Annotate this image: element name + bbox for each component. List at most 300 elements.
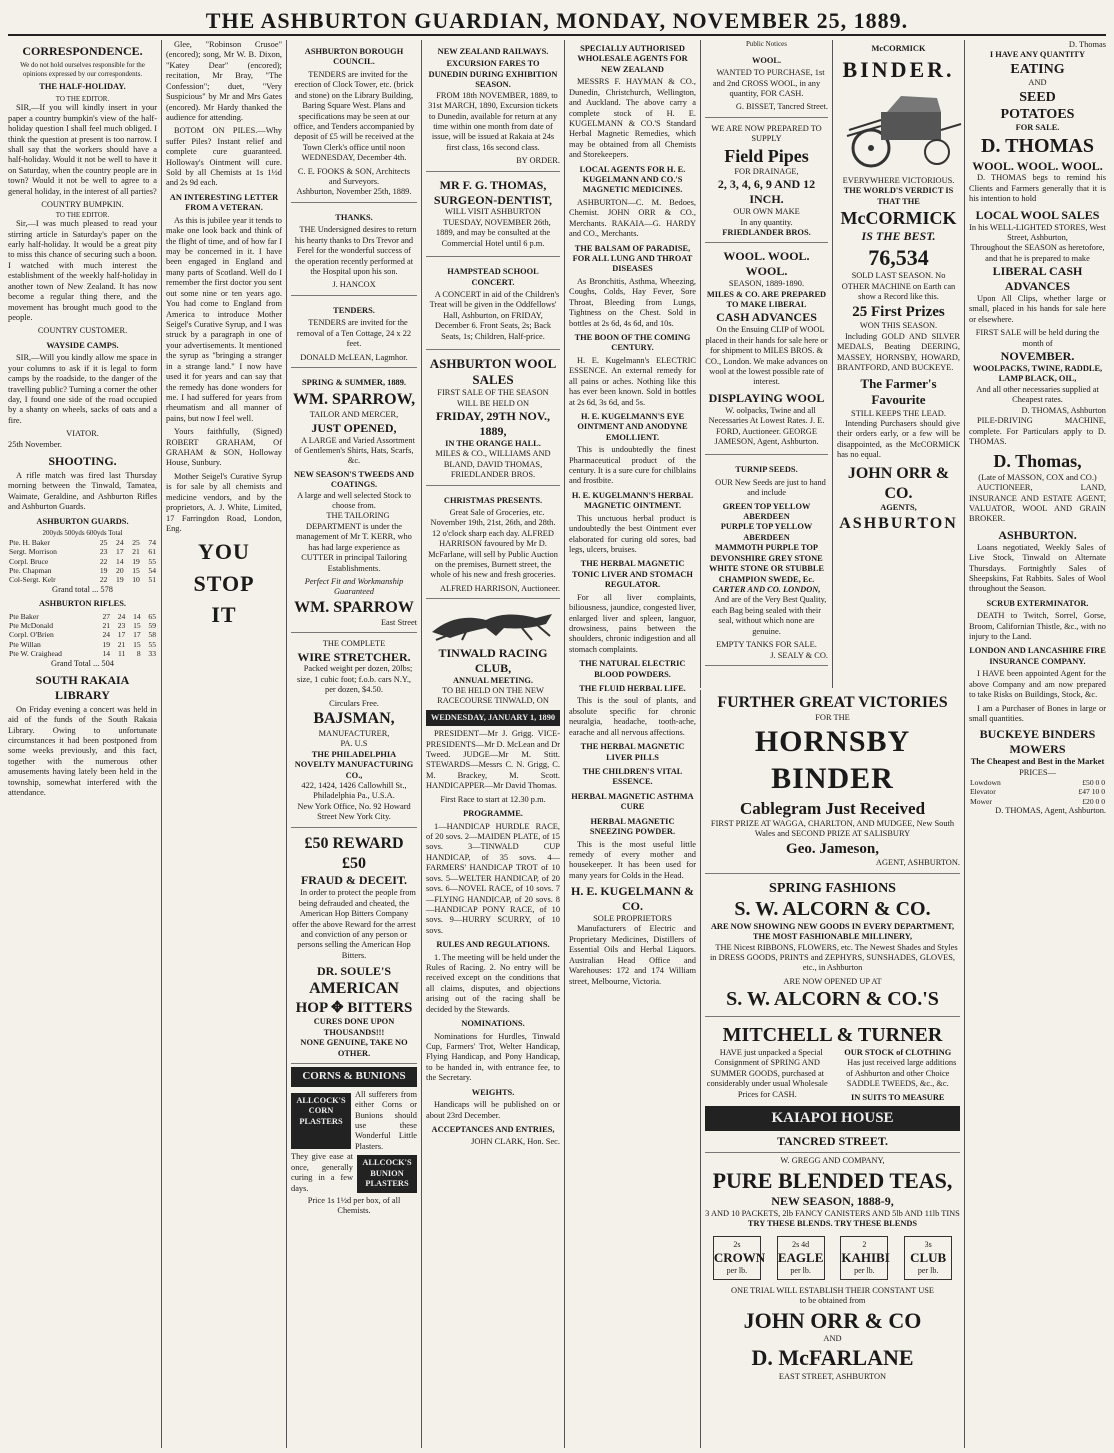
row-value: 8 [136, 649, 141, 659]
american-line: AMERICAN [309, 980, 399, 998]
tea-blend-top: 2s [733, 1239, 741, 1249]
row-label: Pte Baker [9, 611, 39, 621]
ashburton-line: ASHBURTON [839, 514, 958, 532]
seigel-notice: Mother Seigel's Curative Syrup is for sale by all chemists and medicine vendors, and by the proprietors, A. J. White, Limited, 17 Farringdon Road, London, Eng. [166, 471, 282, 533]
signature: Yours faithfully, (Signed) ROBERT GRAHAM, Of GRAHAM & SON, Holloway House, Sunbury. [166, 427, 282, 468]
score-row [8, 566, 157, 575]
empty-tanks: EMPTY TANKS FOR SALE. [716, 640, 817, 650]
try-line: TRY THESE BLENDS. TRY THESE BLENDS [747, 1219, 918, 1229]
dentist-name: MR F. G. THOMAS, [439, 177, 547, 192]
agents-line: AGENTS, [880, 503, 917, 513]
sparrow-name: WM. SPARROW, [292, 391, 416, 409]
liberal-heading: LIBERAL CASH ADVANCES [992, 264, 1083, 294]
visit-text: TUESDAY, NOVEMBER 26th, 1889, and may be consulted at the Commercial Hotel until 6 p.m. [435, 217, 551, 248]
life-heading: THE FLUID HERBAL LIFE. [579, 684, 686, 694]
row-value: 24 [102, 630, 111, 640]
sparrow-ad [291, 371, 417, 633]
cablegram-heading: Cablegram Just Received [739, 798, 926, 818]
score-table-guards [8, 538, 157, 585]
opened-line: ARE NOW OPENED UP AT [783, 976, 882, 986]
orr-footer: JOHN ORR & CO [743, 1307, 922, 1333]
circulars-line: Circulars Free. [329, 698, 379, 708]
mitchell-heading: MITCHELL & TURNER [722, 1024, 943, 1047]
wayside-heading: WAYSIDE CAMPS. [46, 340, 119, 350]
price-line: Price 1s 1½d per box, of all Chemists. [307, 1195, 401, 1216]
seed-item: DEVONSHIRE GREY STONE [710, 553, 823, 563]
turnip-ad [705, 458, 828, 666]
row-value: 23 [99, 547, 108, 557]
seed-item: PURPLE TOP YELLOW ABERDEEN [720, 522, 813, 542]
alcorn-ad [705, 877, 960, 1017]
manufacturers-text: Manufacturers of Electric and Proprietary Medicines, Distillers of Essential Oils and Herbal Liquors. Australian Head Office and Warehouses: 172 and 174 William street, Melbourne, Victoria. [569, 924, 696, 986]
letter-text: Sir,—I was much pleased to read your stirring article in Saturday's paper on the early half-holiday. It would be a great pity to miss this chance of securing such a boon. I watched with much interest the establishment of the weekly half-holiday in another town of New Zealand. It has now become a regular thing there, and the movement has brought much good to the people. [8, 219, 157, 322]
rules-heading: RULES AND REGULATIONS. [436, 940, 550, 950]
eye-heading: H. E. KUGELMANN'S EYE OINTMENT AND ANODYNE EMOLLIENT. [577, 411, 688, 442]
wool-sales-heading: ASHBURTON WOOL SALES [429, 356, 557, 388]
tea-blend-top: 3s [924, 1239, 932, 1249]
kugelmann-name: H. E. KUGELMANN & CO. [571, 884, 694, 914]
thanks-text: THE Undersigned desires to return his hearty thanks to Drs Trevor and Ferel for the wonderful success of the operation recently performed at the Hospital upon his son. [294, 225, 417, 277]
displaying-heading: DISPLAYING WOOL [708, 390, 825, 405]
wire-ad [291, 636, 417, 828]
rifles-heading: ASHBURTON RIFLES. [38, 599, 127, 609]
complete-line: THE COMPLETE [322, 639, 386, 649]
cash-heading: CASH ADVANCES [716, 310, 817, 325]
sparrow-name: WM. SPARROW [294, 598, 414, 616]
tenders-sign: DONALD McLEAN, Lagmhor. [300, 352, 408, 362]
cheapest-line: The Cheapest and Best in the Market [970, 757, 1105, 767]
grand-total: Grand total ... 578 [52, 584, 113, 594]
pipes-ad [705, 121, 828, 244]
christmas-heading: CHRISTMAS PRESENTS. [443, 495, 543, 505]
row-value: 15 [133, 621, 141, 630]
row-value: £20 0 0 [1082, 796, 1105, 806]
score-row [8, 557, 157, 566]
relief-text: All sufferers from either Corns or Bunions should use these Wonderful Little Plasters. [355, 1089, 417, 1151]
letter-heading: AN INTERESTING LETTER FROM A VETERAN. [169, 192, 279, 213]
row-value: 14 [116, 556, 124, 566]
alcorn-heading-2: S. W. ALCORN & CO.'S [726, 988, 939, 1011]
row-value: 19 [116, 575, 124, 585]
scrub-heading: SCRUB EXTERMINATOR. [986, 598, 1089, 608]
liver-heading: THE HERBAL MAGNETIC LIVER PILLS [580, 742, 685, 762]
showing-line: ARE NOW SHOWING NEW GOODS IN EVERY DEPARTMENT, [710, 921, 955, 931]
row-value: 20 [116, 565, 124, 575]
officials-text: PRESIDENT—Mr J. Grigg. VICE-PRESIDENTS—Mr D. McLean and Dr Tweed. JUDGE—Mr M. Stitt. STEWARDS—Messrs C. N. Grigg, C. M. Brackey, M. Scott. HANDICAPPER—Mr David Thomas. [426, 729, 560, 791]
row-value: 17 [116, 547, 124, 557]
veteran-letter: As this is jubilee year it tends to make one look back and think of the flight of time, and of how far I may be concerned in it. I have been engaged in England and many parts of Scotland. Well do I remember the first doctor you sent out some nine or ten years ago. You had come to England from America to introduce Mother Seigel's Curative Syrup, and I was struck by a paragraph in one of your advertisements. It mentioned the syrup as "bringing a stranger in a strange land." I now have used it for years and can say that the remedy has done wonders for me. I had suffered for years from rheumatism and all manner of pains, but now I feel well. [166, 215, 282, 423]
row-label: Pte. H. Baker [9, 537, 50, 547]
row-label: Col-Sergt. Kelr [9, 575, 56, 585]
electric-text: H. E. Kugelmann's ELECTRIC ESSENCE. An external remedy for all pains or aches. Nothing like this has ever been known. Sold in bottles at 2s 6d, 3s 6d, and 5s. [569, 355, 696, 407]
best-line: IS THE BEST. [861, 229, 936, 244]
row-value: 19 [102, 639, 111, 649]
balsam-heading: THE BALSAM OF PARADISE, FOR ALL LUNG AND THROAT DISEASES [572, 243, 693, 274]
company-line: THE PHILADELPHIA NOVELTY MANUFACTURING CO., [294, 749, 414, 780]
and-line: AND [1028, 78, 1047, 88]
tender-text: TENDERS are invited for the erection of Clock Tower, etc. (brick and stone) on the Library Building, Baring Square West. Plans and specifications may be seen at our office, and Tenders accompanied by deposit of £5 will be received at the Town Clerk's office until noon WEDNESDAY, December 4th. [293, 69, 415, 163]
mowers-heading: MOWERS [1009, 742, 1066, 757]
sold-text: SOLD LAST SEASON. No OTHER MACHINE on Earth can show a Record like this. [841, 271, 956, 302]
held-line: TO BE HELD ON THE NEW RACECOURSE TINWALD, ON [437, 685, 549, 706]
row-value: 15 [132, 565, 140, 575]
drainage-line: FOR DRAINAGE, [734, 166, 799, 176]
ny-office: New York Office, No. 92 Howard Street New York City. [297, 801, 411, 822]
hop-bitters-line: HOP ✥ BITTERS [295, 999, 413, 1016]
tender-sign: C. E. FOOKS & SON, Architects and Surveyors. [297, 166, 411, 187]
row-value: £50 0 0 [1082, 778, 1105, 788]
wool-heading: WOOL. [751, 55, 782, 65]
stop-ad-heading: STOP [193, 570, 255, 596]
new-season-line: NEW SEASON, 1888-9, [771, 1194, 894, 1209]
row-value: 19 [132, 556, 140, 566]
wanted-text: WANTED TO PURCHASE, 1st and 2nd CROSS WOOL, in any quantity, FOR CASH. [712, 68, 825, 98]
woolpacks-text: W. oolpacks, Twine and all Necessaries At Lowest Rates. J. E. FORD, Auctioneer. GEORGE JAMESON, Agent, Ashburton. [708, 405, 825, 446]
jameson-name: Geo. Jameson, [786, 840, 879, 857]
fraud-text: In order to protect the people from being defrauded and cheated, the American Hop Bitters Company offer the above Reward for the arrest and conviction of any person or persons selling the American Hop Bitters. [292, 888, 416, 960]
packets-line: 3 AND 10 PACKETS, 2lb FANCY CANISTERS AND 5lb AND 11lb TINS [705, 1208, 960, 1218]
tweeds-line: NEW SEASON'S TWEEDS AND COATINGS. [293, 469, 414, 490]
wool-triple: WOOL. WOOL. WOOL. [723, 249, 810, 279]
tancred-line: TANCRED STREET. [777, 1133, 888, 1148]
christmas-ad [426, 489, 560, 600]
row-value: 11 [118, 649, 126, 659]
row-value: 22 [99, 556, 108, 566]
local-agents-heading: LOCAL AGENTS FOR H. E. KUGELMANN AND CO.'S MAGNETIC MEDICINES. [579, 164, 686, 195]
by-order: BY ORDER. [516, 156, 560, 166]
kaiapoi-heading: KAIAPOI HOUSE [705, 1106, 960, 1131]
score-row [8, 640, 157, 649]
tea-blend-bot: per lb. [726, 1265, 748, 1275]
thanks-sign: J. HANCOX [332, 280, 376, 290]
hop-bitters-ad [291, 831, 417, 1064]
to-editor-label: TO THE EDITOR. [55, 210, 110, 219]
ashburton-line: ASHBURTON. [998, 527, 1077, 542]
begs-text: D. THOMAS begs to remind his Clients and Farmers generally that it is his intention to hold [969, 173, 1106, 204]
nominations-heading: NOMINATIONS. [461, 1019, 525, 1029]
balsam-text: As Bronchitis, Asthma, Wheezing, Coughs, Colds, Hay Fever, Sore Throat, Bleeding from Lungs, Tightness on the Chest. Sold in bottles at 2s 6d, 4s 6d, and 10s. [569, 276, 696, 328]
tailor-line: TAILOR AND MERCER, [309, 410, 399, 420]
visit-line: WILL VISIT ASHBURTON [445, 207, 541, 217]
alcorn-heading: S. W. ALCORN & CO. [734, 897, 931, 920]
thomas-agent: D. THOMAS, Agent, Ashburton. [995, 806, 1106, 816]
still-line: STILL KEEPS THE LEAD. [851, 408, 946, 418]
column-notices [700, 40, 832, 688]
children-heading: THE CHILDREN'S VITAL ESSENCE. [582, 767, 683, 787]
shipment-text: HAVE just unpacked a Special Consignment of SPRING AND SUMMER GOODS, purchased at considerably under usual Wholesale Prices for CASH. [706, 1047, 828, 1099]
carter-line: CARTER AND CO. LONDON, [712, 585, 821, 594]
tea-blend-mid: CLUB [910, 1249, 947, 1265]
disclaimer: We do not hold ourselves responsible for the opinions expressed by our correspondents. [20, 60, 145, 78]
christmas-text: Great Sale of Groceries, etc. November 19th, 21st, 26th, and 28th. 12 o'clock sharp each day. ALFRED HARRISON favoured by Mr D. McFarlane, will sell by Public Auction on the premises, Burnett street, the whole of his new and fresh groceries. [428, 507, 558, 580]
buckeye-heading: BUCKEYE BINDERS [979, 727, 1096, 742]
row-value: 25 [99, 537, 108, 547]
seed-item: GREEN TOP YELLOW ABERDEEN [722, 501, 811, 522]
row-value: 15 [133, 639, 141, 649]
tea-blend-box [713, 1236, 766, 1280]
orr-name: JOHN ORR & CO. [847, 464, 950, 502]
row-value: 24 [117, 611, 126, 621]
wool-wanted-ad [705, 49, 828, 118]
genuine-line: NONE GENUINE, TAKE NO OTHER. [300, 1038, 408, 1058]
programme-heading: PROGRAMME. [463, 809, 523, 819]
row-label: Pte W. Craighead [9, 649, 62, 659]
life-text: This is the soul of plants, and absolute specific for chronic neuralgia, headache, tooth-ache, earache and all nervous affections. [569, 696, 696, 737]
london-heading: LONDON AND LANCASHIRE FIRE INSURANCE COMPANY. [969, 646, 1106, 666]
railways-ad [426, 40, 560, 172]
teas-ad [705, 1156, 960, 1382]
column-thomas [964, 40, 1110, 1448]
orders-text: Intending Purchasers should give their orders early, or a few will be disappointed, as the McCORMICK has no equal. [837, 419, 960, 460]
racing-heading: TINWALD RACING CLUB, [438, 645, 548, 675]
tea-blends [705, 1236, 960, 1280]
letter-date: 25th November. [8, 439, 62, 449]
library-heading: SOUTH RAKAIA LIBRARY [35, 673, 130, 702]
requisites-line: And all other necessaries supplied at Cheapest rates. [976, 384, 1099, 405]
shooting-heading: SHOOTING. [48, 454, 117, 469]
row-value: 21 [132, 547, 140, 557]
row-value: 14 [133, 611, 141, 621]
sneezing-heading: HERBAL MAGNETIC SNEEZING POWDER. [589, 816, 676, 837]
perfect-line: Perfect Fit and Workmanship Guaranteed [304, 577, 404, 597]
opened-line: JUST OPENED, [311, 420, 397, 435]
potatoes-line: POTATOES [1000, 106, 1075, 122]
friedlander-sign: FRIEDLANDER BROS. [722, 227, 811, 237]
electric-heading: THE BOON OF THE COMING CENTURY. [574, 332, 691, 353]
nominations-text: Nominations for Hurdles, Tinwald Cup, Farmers' Trot, Welter Handicap, Flying Handicap, and Pony Handicap, to be handed in, with entrance fee, to the Secretary. [426, 1031, 560, 1083]
london-text: I HAVE been appointed Agent for the above Company and am now prepared to take Risks on Buildings, Stock, &c. [969, 669, 1106, 700]
row-value: 74 [148, 537, 156, 547]
pipes-heading: Field Pipes [724, 145, 809, 166]
row-label: Elevator [970, 787, 996, 797]
rules-text: 1. The meeting will be held under the Rules of Racing. 2. No entry will be received except on the conditions that all claims, disputes, and objections arising out of the racing shall be decided by the Stewards. [426, 952, 560, 1014]
row-value: 19 [99, 565, 108, 575]
correspondence-heading: CORRESPONDENCE. [22, 44, 143, 58]
row-value: 61 [148, 547, 156, 557]
first-race: First Race to start at 12.30 p.m. [440, 794, 546, 804]
mitchell-ad [705, 1020, 960, 1153]
excursion-heading: EXCURSION FARES TO DUNEDIN DURING EXHIBITION SEASON. [428, 59, 558, 90]
column-news [161, 40, 286, 1448]
powders-heading: THE NATURAL ELECTRIC BLOOD POWDERS. [579, 659, 686, 679]
east-street-footer: EAST STREET, ASHBURTON [778, 1371, 887, 1381]
own-make: OUR OWN MAKE [733, 207, 800, 217]
row-value: 23 [117, 621, 126, 630]
tea-blend-box [777, 1236, 825, 1280]
miles-line: MILES & CO. ARE PREPARED TO MAKE LIBERAL [706, 289, 827, 309]
row-label: Corpl. Bruce [9, 556, 49, 566]
november-line: NOVEMBER. [1000, 349, 1075, 364]
victorious-line: EVERYWHERE VICTORIOUS. [842, 175, 955, 185]
mcfarlane-footer: D. McFARLANE [751, 1345, 914, 1371]
tailoring-text: THE TAILORING DEPARTMENT is under the management of Mr T. KERR, who has had large experience as CUTTER in principal Tailoring Establishments. [296, 511, 412, 573]
seed-item: WHITE STONE OR STUBBLE [708, 564, 825, 574]
loans-text: Loans negotiated, Weekly Sales of Live Stock, Tinwald on Alternate Thursdays. Fortnightly Sales of Sheepskins, Fat Rabbits. Sales of Wool throughout the Season. [969, 542, 1106, 594]
shooting-text: A rifle match was fired last Thursday morning between the Tinwald, Tamatea, Waimate, Geraldine, and Ashburton Rifles and Ashburton Guards. [8, 470, 157, 512]
row-value: 51 [148, 575, 156, 585]
price-row [969, 787, 1106, 796]
borough-heading: ASHBURTON BOROUGH COUNCIL. [304, 47, 404, 67]
row-value: 65 [148, 611, 156, 621]
obtained-line: to be obtained from [799, 1296, 866, 1306]
hornsby-heading: HORNSBY BINDER [754, 725, 911, 796]
row-label: Pte Willan [9, 639, 41, 649]
row-label: Pte. Chapman [9, 565, 52, 575]
races-text: 1—HANDICAP HURDLE RACE, of 20 sovs. 2—MAIDEN PLATE, of 15 sovs. 3—TINWALD CUP HANDICAP, of 35 sovs. 4—FARMERS' HANDICAP TROT of 10 sovs. 5—WELTER HANDICAP, of 20 sovs. 6—NOVEL RACE, of 10 sovs. 7—FLYING HANDICAP, of 20 sovs. 8—HANDICAP PONY RACE, of 10 sovs. 9—HURRY SCURRY, of 10 sovs. [426, 821, 560, 935]
medals-text: Including GOLD AND SILVER MEDALS, Beating DEERING, MASSEY, HORNSBY, HOWARD, BRANTFORD, AND BUCKEYE. [837, 331, 960, 372]
column-correspondence [4, 40, 161, 1448]
thomas-top: D. Thomas [1068, 40, 1106, 49]
miles-ad [705, 246, 828, 455]
spring-heading: SPRING & SUMMER, 1889. [302, 377, 406, 387]
borough-ad [291, 40, 417, 203]
tenders-ad [291, 299, 417, 368]
row-value: 17 [133, 630, 141, 640]
score-row [8, 612, 157, 621]
score-row [8, 621, 157, 630]
score-row [8, 649, 157, 658]
row-value: 10 [132, 575, 140, 585]
sold-count: 76,534 [868, 245, 929, 271]
seed-line: SEED [1019, 89, 1056, 105]
binder-illustration [841, 90, 956, 170]
thousands-line: CURES DONE UPON THOUSANDS!!! [313, 1017, 395, 1037]
verdict-line: THE WORLD'S VERDICT IS THAT THE [843, 186, 954, 206]
row-value: 55 [148, 556, 156, 566]
sale-date: FRIDAY, 29TH NOV., 1889, [436, 409, 550, 438]
weights-text: Handicaps will be published on or about 23rd December. [426, 1100, 560, 1120]
row-label: Sergt. Morrison [9, 547, 57, 557]
eating-line: EATING [1010, 61, 1065, 77]
corns-ad [291, 1067, 417, 1216]
liberal-text: Upon All Clips, whether large or small, placed in his hands for sale here or elsewhere. [969, 294, 1106, 324]
tea-blend-bot: per lb. [854, 1265, 875, 1275]
sale-firms: MILES & CO., WILLIAMS AND BLAND, DAVID THOMAS, FRIEDLANDER BROS. [435, 449, 551, 480]
mccormick-top: McCORMICK [871, 44, 926, 53]
row-value: 55 [148, 639, 156, 649]
score-row [8, 575, 157, 584]
tender-date: Ashburton, November 25th, 1889. [296, 187, 412, 197]
guards-heading: ASHBURTON GUARDS. [36, 516, 129, 526]
millinery-line: THE MOST FASHIONABLE MILLINERY, [752, 932, 913, 942]
tea-blend-top: 2s 4d [792, 1239, 810, 1249]
allcock-corn-logo: ALLCOCK'S CORN PLASTERS [291, 1093, 351, 1150]
excursion-text: FROM 18th NOVEMBER, 1889, to 31st MARCH, 1890, Excursion tickets to Dunedin, available for return at any time within one month from date of issue, will be issued at Rakaia at 24s first class, 16s second class. [428, 90, 558, 152]
railways-heading: NEW ZEALAND RAILWAYS. [437, 47, 549, 56]
for-the-line: FOR THE [815, 712, 850, 722]
reward-heading: £50 REWARD £50 [304, 834, 404, 872]
weights-heading: WEIGHTS. [471, 1087, 515, 1097]
and-line: AND [823, 1333, 842, 1343]
row-label: Lowdown [970, 778, 1001, 788]
teas-heading: PURE BLENDED TEAS, [712, 1167, 953, 1193]
tea-blend-mid: EAGLE [777, 1249, 824, 1265]
it-ad-heading: IT [211, 601, 237, 627]
concert-text: Glee, "Robinson Crusoe" (encored); song, Mr W. B. Dixon, "Katey Dear" (encored); recitation, Mr Bray, "The Confession"; duet, "Very Suspicious" by Mr and Mrs Gates (encored). Mr Hardy thanked the audience for attending. [166, 40, 282, 122]
season-line: SEASON, 1889-1890. [728, 279, 805, 289]
clothing-text: Has just received large additions of Ashburton and other Choice SADDLE TWEEDS, &c., &c. [846, 1058, 957, 1089]
auctioneer-text: AUCTIONEER, LAND, INSURANCE AND ESTATE AGENT, VALUATOR, WOOL AND GRAIN BROKER. [969, 483, 1106, 524]
packed-text: Packed weight per dozen, 20lbs; size, 1 cubic foot; f.o.b. cars N.Y., per dozen, $4.50. [296, 664, 413, 695]
half-holiday-heading: THE HALF-HOLIDAY. [39, 82, 126, 92]
row-value: 58 [148, 630, 156, 640]
column-mccormick [832, 40, 964, 688]
opened-text: A LARGE and Varied Assortment of Gentlemen's Shirts, Hats, Scarfs, &c. [294, 435, 415, 466]
thomas-heading: D. THOMAS [981, 134, 1094, 157]
sealy-sign: J. SEALY & CO. [770, 650, 828, 660]
prize-line: FIRST PRIZE AT WAGGA, CHARLTON, AND MUDGEE, New South Wales and SECOND PRIZE AT SALISBURY [710, 818, 955, 839]
masthead-title: THE ASHBURTON GUARDIAN, MONDAY, NOVEMBER 25, 1889. [205, 8, 909, 33]
row-value: 21 [117, 639, 126, 649]
secretary-sign: JOHN CLARK, Hon. Sec. [471, 1137, 560, 1147]
turnip-text: OUR New Seeds are just to hand and include [715, 477, 826, 498]
dentist-ad [426, 175, 560, 257]
tea-blend-bot: per lb. [790, 1265, 811, 1275]
pile-text: PILE-DRIVING MACHINE, complete. For Particulars apply to D. THOMAS. [969, 416, 1106, 446]
stores-line: In his WELL-LIGHTED STORES, West Street, Ashburton, [969, 222, 1106, 242]
asthma-heading: HERBAL MAGNETIC ASTHMA CURE [571, 791, 694, 812]
agents-heading: SPECIALLY AUTHORISED WHOLESALE AGENTS FOR NEW ZEALAND [577, 44, 688, 74]
one-trial-line: ONE TRIAL WILL ESTABLISH THEIR CONSTANT USE [730, 1285, 935, 1295]
library-text: On Friday evening a concert was held in aid of the funds of the South Rakaia Library. Owing to unfortunate circumstances it had been postponed from some weeks previously, and this fact, together with the numerous other amusements having lately been held in the township, somewhat interfered with the attendance. [8, 704, 157, 798]
auctioneer-sign: ALFRED HARRISON, Auctioneer. [439, 583, 560, 593]
late-line: (Late of MASSON, COX and CO.) [978, 472, 1097, 482]
score-row [8, 630, 157, 639]
thanks-ad [291, 206, 417, 296]
first-sale-line: FIRST SALE OF THE SEASON WILL BE HELD ON [437, 388, 549, 408]
pipe-sizes: 2, 3, 4, 6, 9 AND 12 INCH. [717, 177, 816, 207]
address-line: 422, 1424, 1426 Callowhill St., Philadelphia Pa., U.S.A. [301, 781, 407, 801]
carter-text: And are of the Very Best Quality, each Bag being sealed with their seal, without which none are genuine. [711, 595, 827, 636]
piles-ad: BOTOM ON PILES.—Why suffer Piles? Instant relief and complete cure guaranteed. Holloway's Ointment will cure. Sold by all Chemists at 1s 1½d and 2s 9d each. [166, 126, 282, 188]
local-agents-text: ASHBURTON—C. M. Bedoes, Chemist. JOHN ORR & CO., Merchants. RAKAIA—G. HARDY and CO., Merchants. [569, 197, 696, 239]
quantity-line: In any quantity. [740, 217, 793, 227]
bones-text: I am a Purchaser of Bones in large or small quantities. [969, 703, 1106, 723]
to-editor-label: TO THE EDITOR. [55, 94, 110, 103]
column-ads-3 [286, 40, 421, 1448]
thanks-heading: THANKS. [335, 212, 373, 222]
seed-list [705, 502, 828, 585]
row-value: 54 [148, 565, 156, 575]
ribbons-text: THE Nicest RIBBONS, FLOWERS, etc. The Newest Shades and Styles in DRESS GOODS, PRINTS and ZEPHYRS, SUNSHADES, GLOVES, etc., in Ashburton [709, 942, 958, 973]
you-ad-heading: YOU [198, 539, 250, 565]
prizes-heading: 25 First Prizes [852, 303, 945, 320]
letter-text: SIR,—If you will kindly insert in your paper a country bumpkin's view of the half-holiday question I shall feel much obliged. I think the question at present is too narrow. I shall say that the workers should have a half-holiday. Would it not be well to have it on Saturday, when the country people are in town? Would it not be well to agree to a general holiday, in the interest of all parties? [8, 103, 157, 196]
price-row [969, 778, 1106, 787]
proprietors-line: SOLE PROPRIETORS [593, 913, 672, 923]
letter-signoff: VIATOR. [66, 429, 99, 439]
annual-line: ANNUAL MEETING. [452, 675, 534, 685]
spring-fashions: SPRING FASHIONS [769, 880, 896, 896]
tonic-heading: THE HERBAL MAGNETIC TONIC LIVER AND STOMACH REGULATOR. [572, 559, 693, 590]
tea-blend-box [904, 1236, 952, 1280]
tonic-text: For all liver complaints, biliousness, jaundice, congested liver, enlarged liver and spleen, languor, drowsiness, pains between the shoulders, chronic indigestion and all stomach complaints. [569, 592, 696, 654]
stock-line: A large and well selected Stock to choose from. [297, 490, 411, 511]
racehorse-illustration [426, 602, 559, 642]
seed-item: MAMMOTH PURPLE TOP [715, 543, 818, 553]
victories-heading: FURTHER GREAT VICTORIES [717, 694, 948, 711]
score-columns: 200yds 500yds 600yds Total [42, 529, 123, 538]
column-ads-4 [421, 40, 564, 1448]
row-value: 14 [102, 649, 111, 659]
allcock-bunion-logo: ALLCOCK'S BUNION PLASTERS [357, 1155, 417, 1192]
thomas-name: D. Thomas, [993, 451, 1082, 472]
turnip-heading: TURNIP SEEDS. [735, 465, 798, 475]
score-row [8, 538, 157, 547]
tea-blend-bot: per lb. [917, 1265, 939, 1275]
row-value: 24 [116, 537, 124, 547]
row-label: Mower [970, 796, 992, 806]
